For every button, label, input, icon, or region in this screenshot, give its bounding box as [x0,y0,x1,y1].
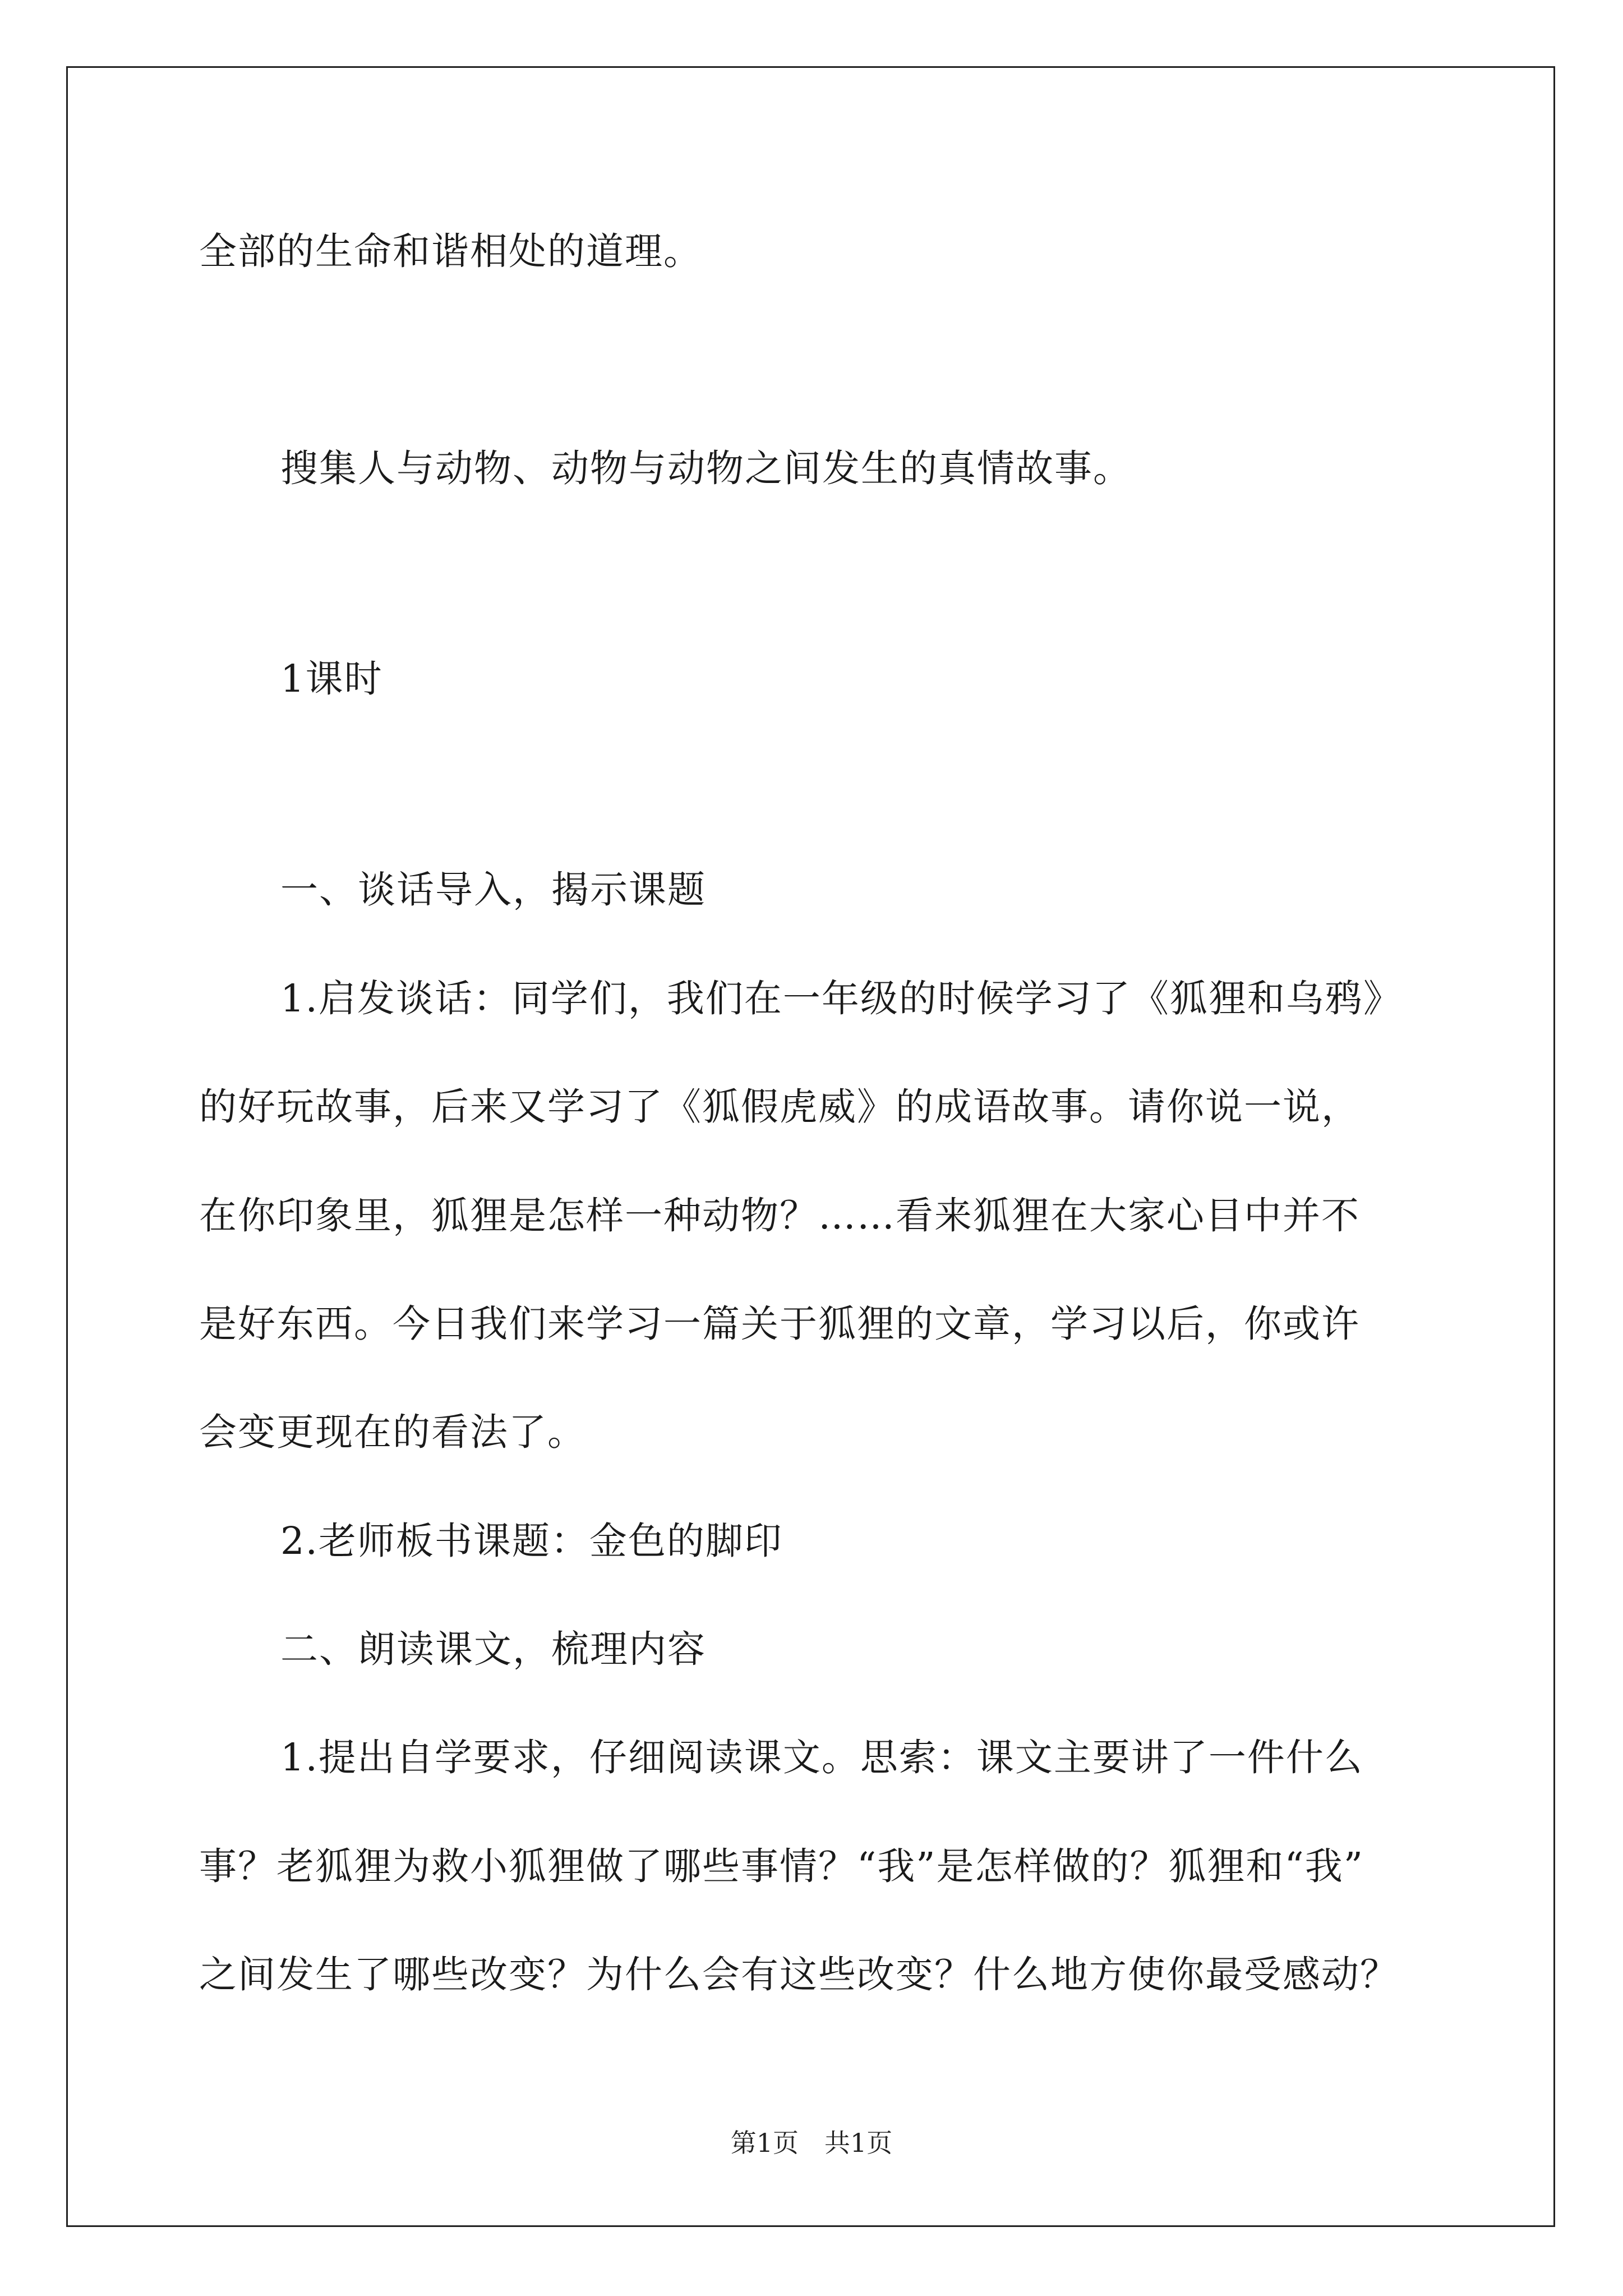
text-line: 之间发生了哪些改变？为什么会有这些改变？什么地方使你最受感动？ [199,1953,1399,1996]
text-line: 1.提出自学要求，仔细阅读课文。思索：课文主要讲了一件什么 [280,1736,1363,1779]
text-line: 是好东西。今日我们来学习一篇关于狐狸的文章，学习以后，你或许 [199,1302,1360,1346]
text-line: 1.启发谈话：同学们，我们在一年级的时候学习了《狐狸和乌鸦》 [280,977,1402,1020]
text-line: 事？老狐狸为救小狐狸做了哪些事情？“我”是怎样做的？狐狸和“我” [199,1844,1364,1888]
text-line: 在你印象里，狐狸是怎样一种动物？……看来狐狸在大家心目中并不 [199,1194,1360,1237]
text-line: 的好玩故事，后来又学习了《狐假虎威》的成语故事。请你说一说， [199,1085,1360,1129]
text-line: 搜集人与动物、动物与动物之间发生的真情故事。 [280,447,1132,490]
text-line: 2.老师板书课题：金色的脚印 [280,1519,783,1563]
text-line: 全部的生命和谐相处的道理。 [199,229,702,273]
text-line: 会变更现在的看法了。 [199,1410,586,1454]
text-line: 1课时 [280,657,383,701]
section-heading: 一、谈话导入，揭示课题 [280,868,706,912]
section-heading: 二、朗读课文，梳理内容 [280,1627,706,1671]
page-border [66,66,1555,2227]
page-number: 第1页 共1页 [730,2128,893,2158]
